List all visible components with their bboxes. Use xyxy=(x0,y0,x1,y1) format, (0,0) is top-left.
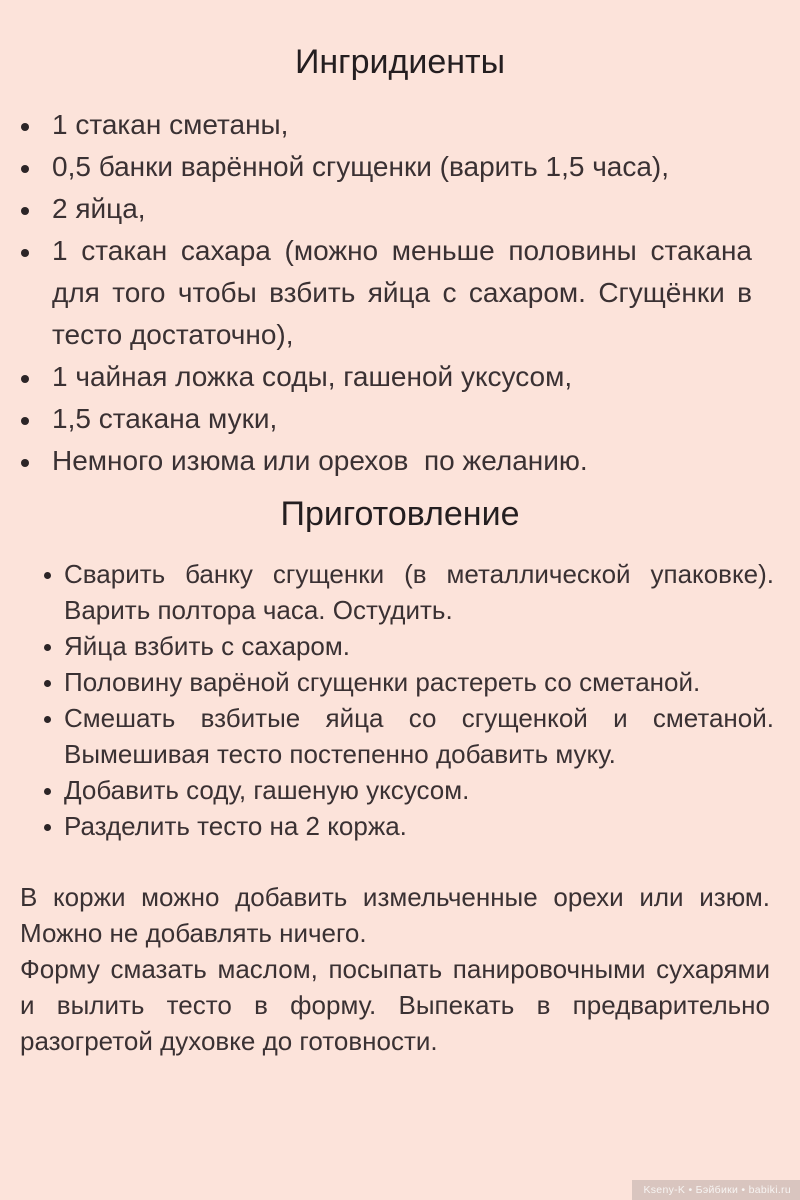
preparation-title: Приготовление xyxy=(280,495,520,533)
preparation-step: Разделить тесто на 2 коржа. xyxy=(44,808,774,844)
notes-section xyxy=(20,879,770,1059)
ingredient-item: 1 стакан сахара (можно меньше половины стакана для того чтобы взбить яйца с сахаром. Сгущёнки в тесто достаточно), xyxy=(21,230,752,356)
ingredient-item: 1 стакан сметаны, xyxy=(21,104,752,146)
ingredients-list xyxy=(21,104,752,482)
note-paragraph: В коржи можно добавить измельченные орехи или изюм. Можно не добавлять ничего. xyxy=(20,882,770,948)
preparation-step: Смешать взбитые яйца со сгущенкой и сметаной. Вымешивая тесто постепенно добавить муку. xyxy=(44,700,774,772)
preparation-step: Яйца взбить с сахаром. xyxy=(44,628,774,664)
note-paragraph: Форму смазать маслом, посыпать панировочными сухарями и вылить тесто в форму. Выпекать в предварительно разогретой духовке до готовности. xyxy=(20,954,770,1056)
ingredients-title: Ингридиенты xyxy=(294,43,506,81)
preparation-list xyxy=(44,556,774,844)
preparation-step: Добавить соду, гашеную уксусом. xyxy=(44,772,774,808)
ingredient-item: 1 чайная ложка соды, гашеной уксусом, xyxy=(21,356,752,398)
ingredient-item: Немного изюма или орехов по желанию. xyxy=(21,440,752,482)
ingredient-item: 2 яйца, xyxy=(21,188,752,230)
preparation-step: Сварить банку сгущенки (в металлической упаковке). Варить полтора часа. Остудить. xyxy=(44,556,774,628)
ingredient-item: 1,5 стакана муки, xyxy=(21,398,752,440)
watermark: Kseny-K • Бэйбики • babiki.ru xyxy=(632,1180,800,1200)
preparation-step: Половину варёной сгущенки растереть со сметаной. xyxy=(44,664,774,700)
ingredient-item: 0,5 банки варённой сгущенки (варить 1,5 часа), xyxy=(21,146,752,188)
